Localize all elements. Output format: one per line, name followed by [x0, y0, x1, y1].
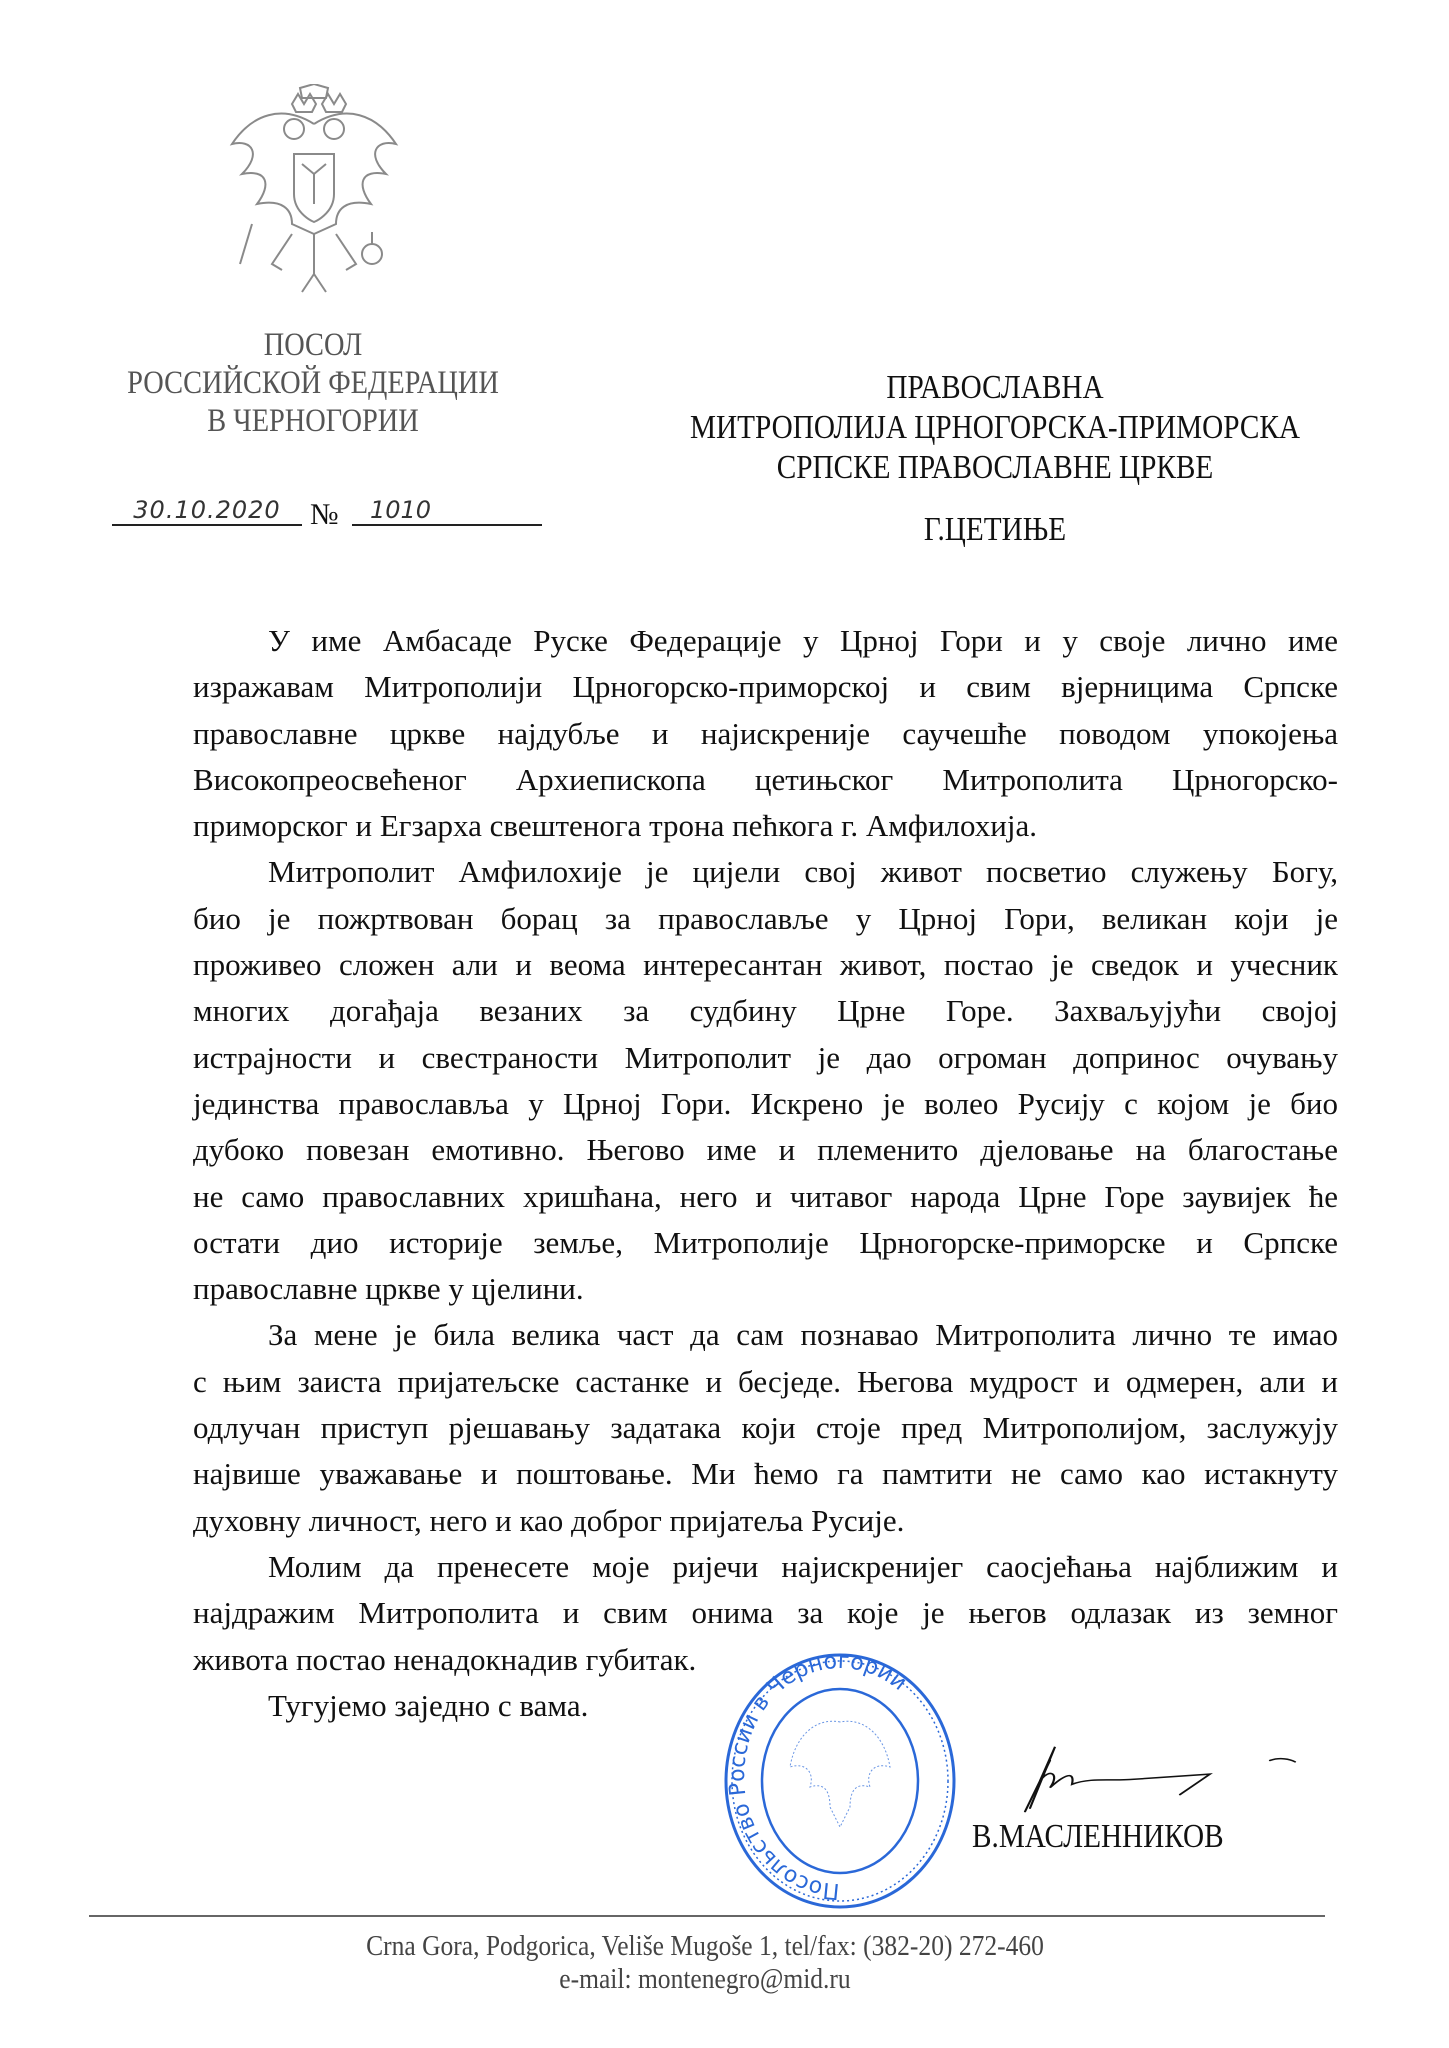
body-line: православне цркве најдубље и најискреније саучешће поводом упокојења — [193, 715, 1338, 751]
number-sign: № — [310, 498, 339, 531]
paragraph — [193, 618, 1338, 849]
body-line: духовну личност, него и као доброг пријатеља Русије. — [193, 1502, 905, 1538]
body-line: дубоко повезан емотивно. Његово име и племенито дјеловање на благостање — [193, 1132, 1338, 1168]
footer-email: e-mail: montenegro@mid.ru — [559, 1963, 851, 1995]
body-line: приморског и Егзарха свештенога трона пећкога г. Амфилохија. — [193, 808, 1037, 844]
handwritten-date: 30.10.2020 — [112, 496, 302, 526]
body-line: Тугујемо заједно с вама. — [268, 1687, 589, 1723]
body-line: највише уважавање и поштовање. Ми ћемо га памтити не само као истакнуту — [193, 1456, 1338, 1492]
date-number-line — [112, 496, 542, 536]
body-line: одлучан приступ рјешавању задатака који стоје пред Митрополијом, заслужују — [193, 1410, 1338, 1446]
sender-line: В ЧЕРНОГОРИИ — [207, 403, 419, 439]
body-line: истрајности и свестраности Митрополит је дао огроман допринос очувању — [193, 1039, 1338, 1075]
body-line: проживео сложен али и веома интересантан живот, постао је сведок и учесник — [193, 947, 1338, 983]
body-line: православне цркве у цјелини. — [193, 1271, 584, 1307]
body-line: јединства православља у Црној Гори. Искрено је волео Русију с којом је био — [193, 1085, 1338, 1121]
handwritten-signature — [980, 1740, 1310, 1815]
recipient-city: Г.ЦЕТИЊЕ — [923, 511, 1067, 548]
handwritten-number: 1010 — [352, 496, 542, 526]
sender-line: РОССИЙСКОЙ ФЕДЕРАЦИИ — [127, 365, 499, 401]
footer — [261, 1930, 1150, 1996]
body-line: За мене је била велика част да сам познавао Митрополита лично те имао — [268, 1317, 1338, 1353]
body-line: с њим заиста пријатељске састанке и бесједе. Његова мудрост и одмерен, али и — [193, 1363, 1338, 1399]
body-line: изражавам Митрополији Црногорско-приморској и свим вјерницима Српске — [193, 669, 1338, 705]
body-line: најдражим Митрополита и свим онима за које је његов одлазак из земног — [193, 1595, 1338, 1631]
body-line: Молим да пренесете моје ријечи најискренијег саосјећања најближим и — [268, 1548, 1338, 1584]
signatory-name: В.МАСЛЕННИКОВ — [972, 1818, 1224, 1855]
sender-line: ПОСОЛ — [263, 327, 363, 363]
footer-address: Crna Gora, Podgorica, Veliše Mugoše 1, tel/fax: (382-20) 272-460 — [366, 1930, 1044, 1962]
sender-heading — [113, 326, 514, 440]
body-line: живота постао ненадокнадив губитак. — [193, 1641, 697, 1677]
body-line: У име Амбасаде Руске Федерације у Црној Гори и у своје лично име — [268, 623, 1338, 658]
body-line: остати дио историје земље, Митрополије Црногорске-приморске и Српске — [193, 1224, 1338, 1260]
footer-divider — [89, 1915, 1325, 1917]
stamp-text: Посольство России в Черногории — [725, 1652, 912, 1904]
recipient-block — [655, 368, 1334, 550]
recipient-line: СРПСКЕ ПРАВОСЛАВНЕ ЦРКВЕ — [776, 449, 1214, 486]
letter-body — [193, 618, 1338, 1729]
body-line: Високопреосвећеног Архиепископа цетињског Митрополита Црногорско- — [193, 761, 1338, 797]
body-line: не само православних хришћана, него и читавог народа Црне Горе заувијек ће — [193, 1178, 1338, 1214]
paragraph — [193, 1312, 1338, 1543]
svg-text:Посольство России в Черногории — [725, 1652, 911, 1903]
body-line: био је пожртвован борац за православље у Црној Гори, великан који је — [193, 900, 1338, 936]
embassy-stamp — [722, 1652, 958, 1910]
recipient-line: ПРАВОСЛАВНА — [886, 369, 1104, 406]
coat-of-arms-emblem — [222, 84, 406, 296]
recipient-line: МИТРОПОЛИЈА ЦРНОГОРСКА-ПРИМОРСКА — [690, 409, 1300, 446]
paragraph — [193, 849, 1338, 1312]
body-line: Митрополит Амфилохије је цијели свој живот посветио служењу Богу, — [268, 854, 1338, 890]
body-line: многих догађаја везаних за судбину Црне Горе. Захваљујући својој — [193, 993, 1338, 1029]
